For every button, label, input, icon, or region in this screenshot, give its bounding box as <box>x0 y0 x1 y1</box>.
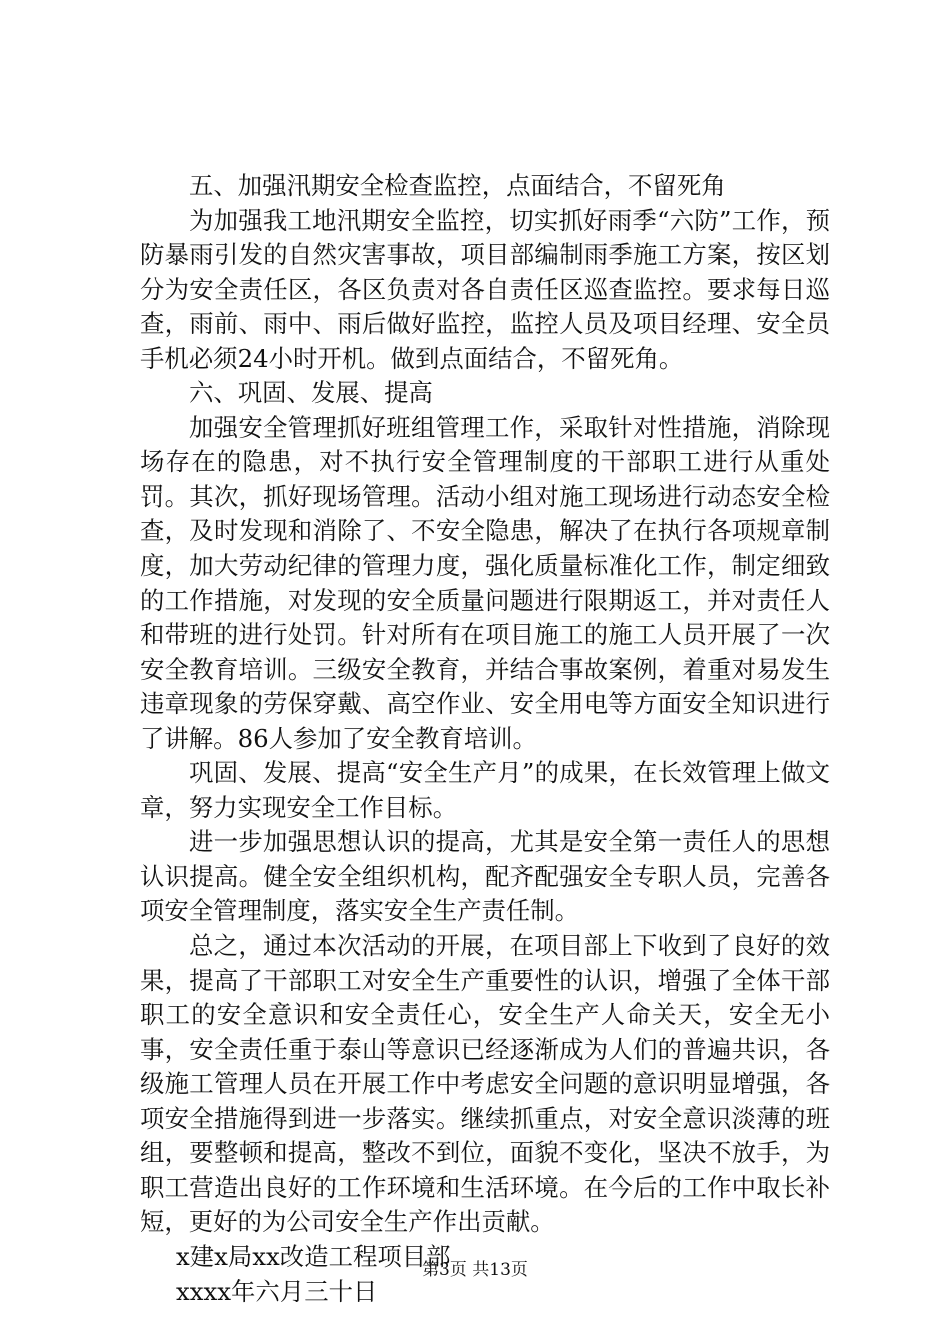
document-body <box>140 169 830 1309</box>
page-number-footer: 第3页 共13页 <box>422 1260 528 1280</box>
paragraph-team-management: 加强安全管理抓好班组管理工作，采取针对性措施，消除现场存在的隐患，对不执行安全管理制度的干部职工进行从重处罚。其次，抓好现场管理。活动小组对施工现场进行动态安全检查，及时发现和消除了、不安全隐患，解决了在执行各项规章制度，加大劳动纪律的管理力度，强化质量标准化工作，制定细致的工作措施，对发现的安全质量问题进行限期返工，并对责任人和带班的进行处罚。针对所有在项目施工的施工人员开展了一次安全教育培训。三级安全教育，并结合事故案例，着重对易发生违章现象的劳保穿戴、高空作业、安全用电等方面安全知识进行了讲解。86人参加了安全教育培训。 <box>140 412 830 753</box>
paragraph-awareness: 进一步加强思想认识的提高，尤其是安全第一责任人的思想认识提高。健全安全组织机构，配齐配强安全专职人员，完善各项安全管理制度，落实安全生产责任制。 <box>140 827 830 926</box>
paragraph-summary: 总之，通过本次活动的开展，在项目部上下收到了良好的效果，提高了干部职工对安全生产重要性的认识，增强了全体干部职工的安全意识和安全责任心，安全生产人命关天，安全无小事，安全责任重于泰山等意识已经逐渐成为人们的普遍共识，各级施工管理人员在开展工作中考虑安全问题的意识明显增强，各项安全措施得到进一步落实。继续抓重点，对安全意识淡薄的班组，要整顿和提高，整改不到位，面貌不变化，坚决不放手，为职工营造出良好的工作环境和生活环境。在今后的工作中取长补短，更好的为公司安全生产作出贡献。 <box>140 931 830 1237</box>
section-heading-6: 六、巩固、发展、提高 <box>189 378 433 408</box>
paragraph-flood-monitoring: 为加强我工地汛期安全监控，切实抓好雨季“六防”工作，预防暴雨引发的自然灾害事故，项目部编制雨季施工方案，按区划分为安全责任区，各区负责对各自责任区巡查监控。要求每日巡查，雨前、雨中、雨后做好监控，监控人员及项目经理、安全员手机必须24小时开机。做到点面结合，不留死角。 <box>140 205 830 373</box>
paragraph-consolidate: 巩固、发展、提高“安全生产月”的成果，在长效管理上做文章，努力实现安全工作目标。 <box>140 758 830 822</box>
signature-organization: x建x局xx改造工程项目部 <box>176 1241 451 1271</box>
signature-date: xxxx年六月三十日 <box>176 1276 378 1306</box>
section-heading-5: 五、加强汛期安全检查监控，点面结合，不留死角 <box>189 171 726 200</box>
